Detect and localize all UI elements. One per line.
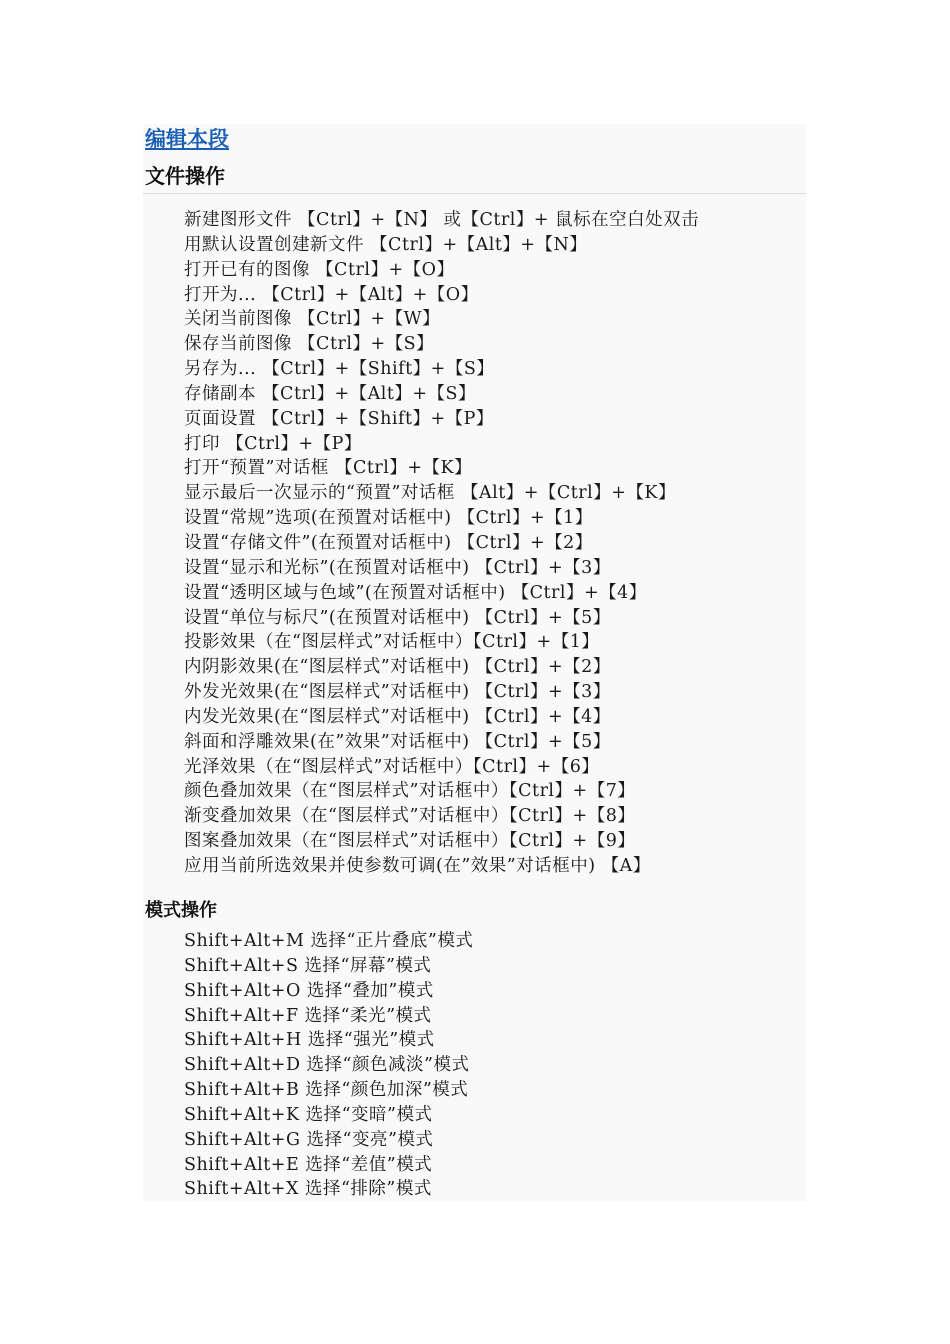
- section-divider: [143, 193, 806, 194]
- list-item: Shift+Alt+K 选择“变暗”模式: [184, 1104, 433, 1125]
- list-item: 应用当前所选效果并使参数可调(在”效果”对话框中) 【A】: [184, 855, 651, 876]
- section-title-mode-ops: 模式操作: [145, 900, 217, 921]
- list-item: 打开“预置”对话框 【Ctrl】+【K】: [184, 458, 473, 479]
- list-item: 设置“单位与标尺”(在预置对话框中) 【Ctrl】+【5】: [184, 607, 611, 628]
- list-item: Shift+Alt+D 选择“颜色减淡”模式: [184, 1055, 470, 1076]
- list-item: Shift+Alt+E 选择“差值”模式: [184, 1154, 433, 1175]
- list-item: 外发光效果(在“图层样式”对话框中) 【Ctrl】+【3】: [184, 682, 611, 703]
- list-item: Shift+Alt+O 选择“叠加”模式: [184, 980, 434, 1001]
- list-item: Shift+Alt+M 选择“正片叠底”模式: [184, 931, 474, 951]
- list-item: 斜面和浮雕效果(在”效果”对话框中) 【Ctrl】+【5】: [184, 731, 611, 752]
- list-item: 新建图形文件 【Ctrl】+【N】 或【Ctrl】+ 鼠标在空白处双击: [184, 210, 700, 230]
- file-ops-list: [184, 208, 699, 879]
- list-item: 打开为... 【Ctrl】+【Alt】+【O】: [184, 284, 479, 305]
- list-item: 设置“常规”选项(在预置对话框中) 【Ctrl】+【1】: [184, 508, 593, 529]
- list-item: 关闭当前图像 【Ctrl】+【W】: [184, 309, 441, 330]
- list-item: 设置“存储文件”(在预置对话框中) 【Ctrl】+【2】: [184, 532, 593, 553]
- list-item: Shift+Alt+F 选择“柔光”模式: [184, 1005, 432, 1026]
- list-item: 另存为... 【Ctrl】+【Shift】+【S】: [184, 359, 495, 380]
- list-item: 保存当前图像 【Ctrl】+【S】: [184, 334, 435, 355]
- list-item: 存储副本 【Ctrl】+【Alt】+【S】: [184, 383, 477, 404]
- list-item: 投影效果（在“图层样式”对话框中）【Ctrl】+【1】: [184, 632, 600, 653]
- content-panel: [143, 124, 806, 1201]
- list-item: 用默认设置创建新文件 【Ctrl】+【Alt】+【N】: [184, 234, 588, 255]
- list-item: 设置“显示和光标”(在预置对话框中) 【Ctrl】+【3】: [184, 557, 611, 578]
- list-item: Shift+Alt+H 选择“强光”模式: [184, 1030, 435, 1051]
- list-item: 内阴影效果(在“图层样式”对话框中) 【Ctrl】+【2】: [184, 657, 611, 678]
- list-item: 内发光效果(在“图层样式”对话框中) 【Ctrl】+【4】: [184, 706, 611, 727]
- list-item: 渐变叠加效果（在“图层样式”对话框中）【Ctrl】+【8】: [184, 806, 636, 827]
- list-item: Shift+Alt+S 选择“屏幕”模式: [184, 955, 432, 976]
- list-item: 打开已有的图像 【Ctrl】+【O】: [184, 259, 455, 280]
- section-title-file-ops: 文件操作: [145, 164, 225, 188]
- list-item: 图案叠加效果（在“图层样式”对话框中）【Ctrl】+【9】: [184, 831, 636, 852]
- list-item: 光泽效果（在“图层样式”对话框中）【Ctrl】+【6】: [184, 756, 600, 777]
- mode-ops-list: [184, 929, 473, 1201]
- list-item: 颜色叠加效果（在“图层样式”对话框中）【Ctrl】+【7】: [184, 781, 636, 802]
- list-item: 显示最后一次显示的“预置”对话框 【Alt】+【Ctrl】+【K】: [184, 483, 677, 504]
- list-item: 打印 【Ctrl】+【P】: [184, 433, 362, 454]
- list-item: Shift+Alt+B 选择“颜色加深”模式: [184, 1080, 469, 1101]
- list-item: 页面设置 【Ctrl】+【Shift】+【P】: [184, 408, 494, 429]
- list-item: Shift+Alt+X 选择“排除”模式: [184, 1179, 432, 1200]
- list-item: Shift+Alt+G 选择“变亮”模式: [184, 1129, 434, 1150]
- edit-section-link[interactable]: 编辑本段: [145, 127, 229, 151]
- list-item: 设置“透明区域与色域”(在预置对话框中) 【Ctrl】+【4】: [184, 582, 647, 603]
